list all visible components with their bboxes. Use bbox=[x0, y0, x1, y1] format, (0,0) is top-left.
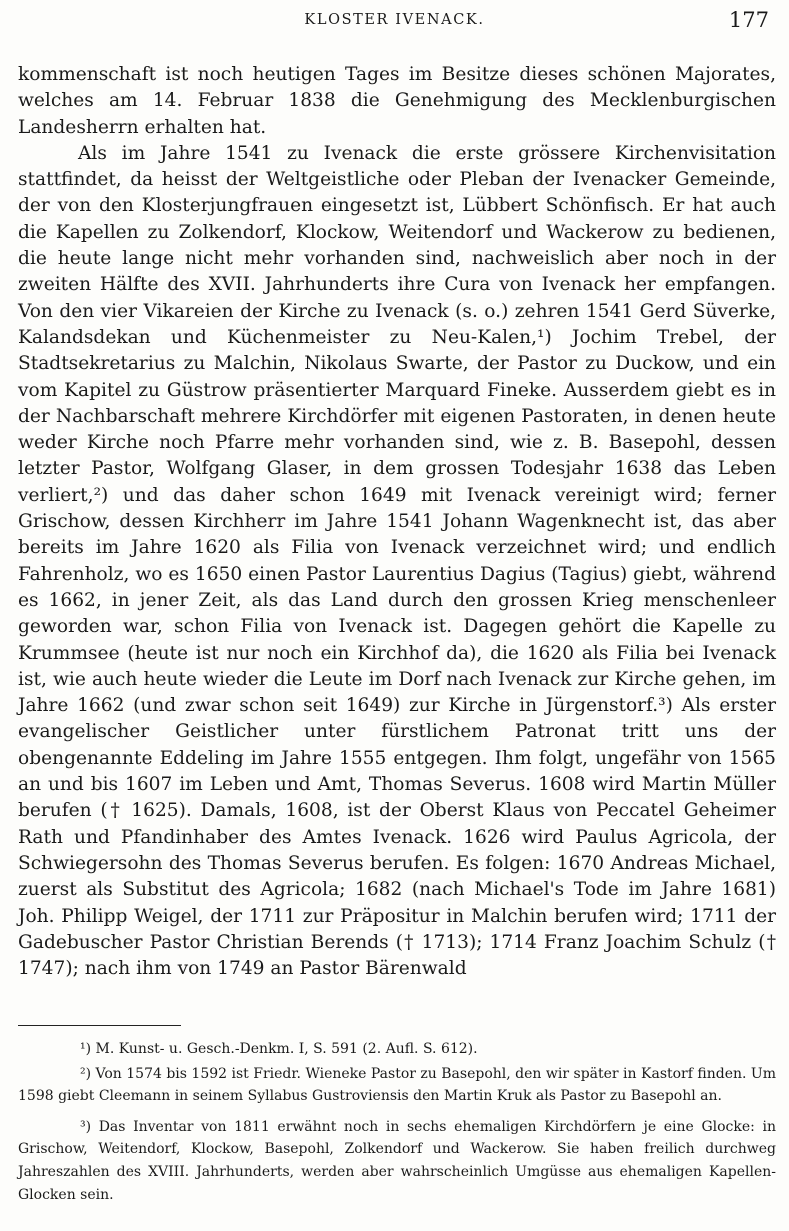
page-header bbox=[0, 8, 789, 38]
paragraph-2: Als im Jahre 1541 zu Ivenack die erste grössere Kirchenvisitation stattfindet, da heisst der Weltgeistliche oder Pleban der Ivenacker Gemeinde, der von den Klosterjungfrauen eingesetzt ist, Lübbert Schönfisch. Er hat auch die Kapellen zu Zolkendorf, Klockow, Weitendorf und Wackerow zu bedienen, die heute lange nicht mehr vorhanden sind, nachweislich aber noch in der zweiten Hälfte des XVII. Jahrhunderts ihre Cura von Ivenack her empfangen. Von den vier Vikareien der Kirche zu Ivenack (s. o.) zehren 1541 Gerd Süverke, Kalandsdekan und Küchenmeister zu Neu-Kalen,¹) Jochim Trebel, der Stadtsekretarius zu Malchin, Nikolaus Swarte, der Pastor zu Duckow, und ein vom Kapitel zu Güstrow präsentierter Marquard Fineke. Ausserdem giebt es in der Nachbarschaft mehrere Kirchdörfer mit eigenen Pastoraten, in denen heute weder Kirche noch Pfarre mehr vorhanden sind, wie z. B. Basepohl, dessen letzter Pastor, Wolfgang Glaser, in dem grossen Todesjahr 1638 das Leben verliert,²) und das daher schon 1649 mit Ivenack vereinigt wird; ferner Grischow, dessen Kirchherr im Jahre 1541 Johann Wagenknecht ist, das aber bereits im Jahre 1620 als Filia von Ivenack verzeichnet wird; und endlich Fahrenholz, wo es 1650 einen Pastor Laurentius Dagius (Tagius) giebt, während es 1662, in jener Zeit, als das Land durch den grossen Krieg menschenleer geworden war, schon Filia von Ivenack ist. Dagegen gehört die Kapelle zu Krummsee (heute ist nur noch ein Kirchhof da), die 1620 als Filia bei Ivenack ist, wie auch heute wieder die Leute im Dorf nach Ivenack zur Kirche gehen, im Jahre 1662 (und zwar schon seit 1649) zur Kirche in Jürgenstorf.³) Als erster evangelischer Geistlicher unter fürstlichem Patronat tritt uns der obengenannte Eddeling im Jahre 1555 entgegen. Ihm folgt, ungefähr von 1565 an und bis 1607 im Leben und Amt, Thomas Severus. 1608 wird Martin Müller berufen († 1625). Damals, 1608, ist der Oberst Klaus von Peccatel Geheimer Rath und Pfandinhaber des Amtes Ivenack. 1626 wird Paulus Agricola, der Schwiegersohn des Thomas Severus berufen. Es folgen: 1670 Andreas Michael, zuerst als Substitut des Agricola; 1682 (nach Michael's Tode im Jahre 1681) Joh. Philipp Weigel, der 1711 zur Präpositur in Malchin berufen wird; 1711 der Gadebuscher Pastor Christian Berends († 1713); 1714 Franz Joachim Schulz († 1747); nach ihm von 1749 an Pastor Bärenwald bbox=[18, 142, 776, 980]
footnote-2: ²) Von 1574 bis 1592 ist Friedr. Wieneke Pastor zu Basepohl, den wir später in Kastorf finden. Um 1598 giebt Cleemann in seinem Syllabus Gustroviensis den Martin Kruk als Pastor zu Basepohl an. bbox=[18, 1065, 776, 1105]
footnote-rule bbox=[18, 1025, 181, 1026]
paragraph-1: kommenschaft ist noch heutigen Tages im Besitze dieses schönen Majorates, welches am 14. Februar 1838 die Genehmigung des Mecklenburgischen Landesherrn erhalten hat. bbox=[18, 64, 776, 138]
footnote-1: ¹) M. Kunst- u. Gesch.-Denkm. I, S. 591 (2. Aufl. S. 612). bbox=[80, 1041, 478, 1057]
running-title: KLOSTER IVENACK. bbox=[304, 12, 485, 28]
body-text bbox=[18, 62, 776, 982]
page-number: 177 bbox=[728, 8, 769, 32]
footnotes bbox=[18, 1038, 776, 1208]
footnote-3: ³) Das Inventar von 1811 erwähnt noch in sechs ehemaligen Kirchdörfern je eine Glocke: in Grischow, Weitendorf, Klockow, Basepohl, Zolkendorf und Wackerow. Sie haben freilich durchweg Jahreszahlen des XVIII. Jahrhunderts, werden aber wahrscheinlich Umgüsse aus ehemaligen Kapellen-Glocken sein. bbox=[18, 1118, 776, 1203]
